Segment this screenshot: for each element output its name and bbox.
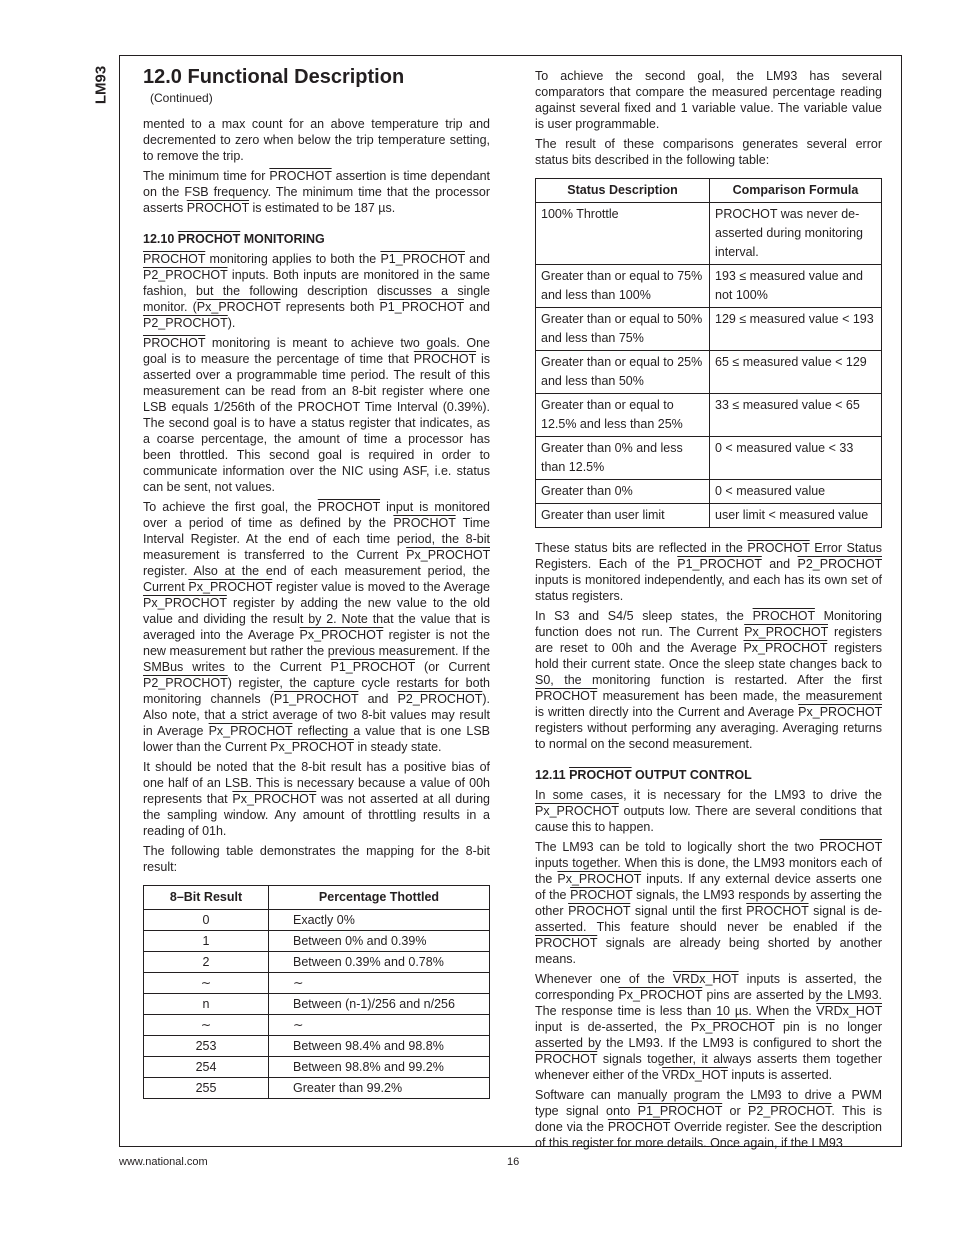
table-row — [144, 952, 490, 973]
table-cell: Between 98.8% and 99.2% — [269, 1057, 490, 1078]
table-cell: ∼ — [144, 1015, 269, 1036]
table-cell: ∼ — [144, 973, 269, 994]
table-cell: Greater than or equal to 50% and less than 75% — [536, 308, 710, 351]
table-row — [536, 265, 882, 308]
table-cell: Greater than 99.2% — [269, 1078, 490, 1099]
table-row — [536, 437, 882, 480]
table-row — [536, 394, 882, 437]
output-control-paragraph-4: Software can manually program the LM93 to drive a PWM type signal onto P1_PROCHOT or P2_PROCHOT. This is done via the PROCHOT Override register. See the description of this register for more details. Once again, if the LM93 — [535, 1088, 882, 1150]
table-row — [536, 203, 882, 265]
table-row — [536, 308, 882, 351]
table-row — [144, 931, 490, 952]
monitoring-paragraph-3: To achieve the first goal, the PROCHOT input is monitored over a period of time as defined by the PROCHOT Time Interval Register. At the end of each time period, the 8-bit measurement is transferred to the Current Px_PROCHOT register. Also at the end of each measurement period, the Current Px_PROCHOT register value is moved to the Average Px_PROCHOT register by adding the new value to the old value and dividing the result by 2. Note that the value that is averaged into the Average Px_PROCHOT register is not the new measurement but rather the previous measurement. If the SMBus writes to the Current P1_PROCHOT (or Current P2_PROCHOT) register, the capture cycle restarts for both monitoring channels (P1_PROCHOT and P2_PROCHOT). Also note, that a strict average of two 8-bit values may result in Average Px_PROCHOT reflecting a value that is one LSB lower than the Current Px_PROCHOT in steady state. — [143, 500, 491, 754]
table-cell: 0 < measured value — [710, 480, 882, 504]
table-row — [144, 994, 490, 1015]
page-number: 16 — [507, 1156, 520, 1168]
table-cell: user limit < measured value — [710, 504, 882, 528]
table-row — [144, 1057, 490, 1078]
continued-label: (Continued) — [150, 91, 213, 105]
table-cell: 0 < measured value < 33 — [710, 437, 882, 480]
side-tab-label: LM93 — [92, 65, 110, 105]
table-cell: 254 — [144, 1057, 269, 1078]
output-control-paragraph-2: The LM93 can be told to logically short the two PROCHOT inputs together. When this is done, the LM93 monitors each of the Px_PROCHOT inputs. If any external device asserts one of the PROCHOT signals, the LM93 responds by asserting the other PROCHOT signal until the first PROCHOT signal is de-asserted. This feature should never be enabled if the PROCHOT signals are already being shorted by another means. — [535, 840, 882, 966]
sleep-state-paragraph: In S3 and S4/5 sleep states, the PROCHOT Monitoring function does not run. The Current Px_PROCHOT registers are reset to 00h and the Average Px_PROCHOT registers hold their current state. Once the sleep state changes back to S0, the monitoring function is restarted. After the first PROCHOT measurement has been made, the measurement is written directly into the Current and Average Px_PROCHOT registers without performing any averaging. Averaging returns to normal on the second measurement. — [535, 609, 883, 751]
table-header: Percentage Thottled — [269, 886, 490, 910]
left-column — [143, 64, 490, 1111]
table-cell: Between 98.4% and 98.8% — [269, 1036, 490, 1057]
table-cell: 100% Throttle — [536, 203, 710, 265]
table-cell: Greater than 0% — [536, 480, 710, 504]
table-row — [536, 504, 882, 528]
table-row — [144, 910, 490, 931]
table-cell: PROCHOT was never de-asserted during monitoring interval. — [710, 203, 882, 265]
result-mapping-table — [143, 885, 490, 1099]
table-cell: 129 ≤ measured value < 193 — [710, 308, 882, 351]
table-header: 8–Bit Result — [144, 886, 269, 910]
status-bits-table — [535, 178, 882, 528]
table-row — [536, 480, 882, 504]
section-title: 12.0 Functional Description — [143, 66, 405, 88]
footer-url: www.national.com — [119, 1156, 208, 1168]
monitoring-paragraph-2: PROCHOT monitoring is meant to achieve two goals. One goal is to measure the percentage of time that PROCHOT is asserted over a programmable time period. The result of this measurement can be read from an 8-bit register where one LSB equals 1/256th of the PROCHOT Time Interval (0.39%). The second goal is to have a status register that indicates, as a coarse percentage, the amount of time a processor has been throttled. This second goal is required in order to communicate information over the NIC using ASF, i.e. status can be sent, not values. — [143, 336, 491, 494]
table-cell: Exactly 0% — [269, 910, 490, 931]
table-cell: Greater than or equal to 12.5% and less than 25% — [536, 394, 710, 437]
table-row — [144, 973, 490, 994]
status-bits-paragraph: These status bits are reflected in the PROCHOT Error Status Registers. Each of the P1_PROCHOT and P2_PROCHOT inputs is monitored independently, and each has its own set of status registers. — [535, 541, 882, 603]
table-cell: Greater than 0% and less than 12.5% — [536, 437, 710, 480]
right-column — [535, 68, 882, 1155]
table-header: Status Description — [536, 179, 710, 203]
table-row — [144, 1078, 490, 1099]
table-cell: Greater than or equal to 75% and less than 100% — [536, 265, 710, 308]
table-cell: 33 ≤ measured value < 65 — [710, 394, 882, 437]
table-row — [536, 351, 882, 394]
table-cell: 2 — [144, 952, 269, 973]
comparison-intro-paragraph: The result of these comparisons generates several error status bits described in the following table: — [535, 137, 882, 167]
side-tab — [88, 60, 114, 110]
monitoring-paragraph-1: PROCHOT monitoring applies to both the P1_PROCHOT and P2_PROCHOT inputs. Both inputs are monitored in the same fashion, but the following description discusses a single monitor. (Px_PROCHOT represents both P1_PROCHOT and P2_PROCHOT). — [143, 252, 490, 330]
second-goal-paragraph: To achieve the second goal, the LM93 has several comparators that compare the measured percentage reading against several fixed and 1 variable value. The variable value is user programmable. — [535, 69, 882, 131]
output-control-paragraph-3: Whenever one of the VRDx_HOT inputs is asserted, the corresponding Px_PROCHOT pins are asserted by the LM93. The response time is less than 10 µs. When the VRDx_HOT input is de-asserted, the Px_PROCHOT pin is no longer asserted by the LM93. If the LM93 is configured to short the PROCHOT signals together, it always asserts them together whenever either of the VRDx_HOT inputs is asserted. — [535, 972, 882, 1082]
table-intro-paragraph: The following table demonstrates the mapping for the 8-bit result: — [143, 844, 490, 874]
table-header: Comparison Formula — [710, 179, 882, 203]
output-control-paragraph-1: In some cases, it is necessary for the LM93 to drive the Px_PROCHOT outputs low. There are several conditions that cause this to happen. — [535, 788, 882, 834]
table-cell: Greater than or equal to 25% and less than 50% — [536, 351, 710, 394]
table-cell: ∼ — [269, 1015, 490, 1036]
table-cell: 0 — [144, 910, 269, 931]
table-cell: Between 0% and 0.39% — [269, 931, 490, 952]
table-cell: 1 — [144, 931, 269, 952]
bias-paragraph: It should be noted that the 8-bit result has a positive bias of one half of an LSB. This is necessary because a value of 00h represents that Px_PROCHOT was not asserted at all during the sampling window. Any amount of throttling results in a reading of 01h. — [143, 760, 490, 838]
intro-paragraph: mented to a max count for an above temperature trip and decremented to zero when below the trip temperature setting, to remove the trip. — [143, 117, 490, 163]
table-cell: 255 — [144, 1078, 269, 1099]
table-cell: 253 — [144, 1036, 269, 1057]
table-cell: 193 ≤ measured value and not 100% — [710, 265, 882, 308]
table-cell: Greater than user limit — [536, 504, 710, 528]
table-row — [144, 1036, 490, 1057]
subheading-prochot-monitoring: 12.10 PROCHOT MONITORING — [143, 232, 325, 246]
table-row — [144, 1015, 490, 1036]
table-cell: n — [144, 994, 269, 1015]
min-time-paragraph: The minimum time for PROCHOT assertion is time dependant on the FSB frequency. The minimum time that the processor asserts PROCHOT is estimated to be 187 µs. — [143, 169, 490, 215]
subheading-output-control: 12.11 PROCHOT OUTPUT CONTROL — [535, 768, 752, 782]
table-cell: ∼ — [269, 973, 490, 994]
table-cell: 65 ≤ measured value < 129 — [710, 351, 882, 394]
table-cell: Between 0.39% and 0.78% — [269, 952, 490, 973]
table-cell: Between (n-1)/256 and n/256 — [269, 994, 490, 1015]
